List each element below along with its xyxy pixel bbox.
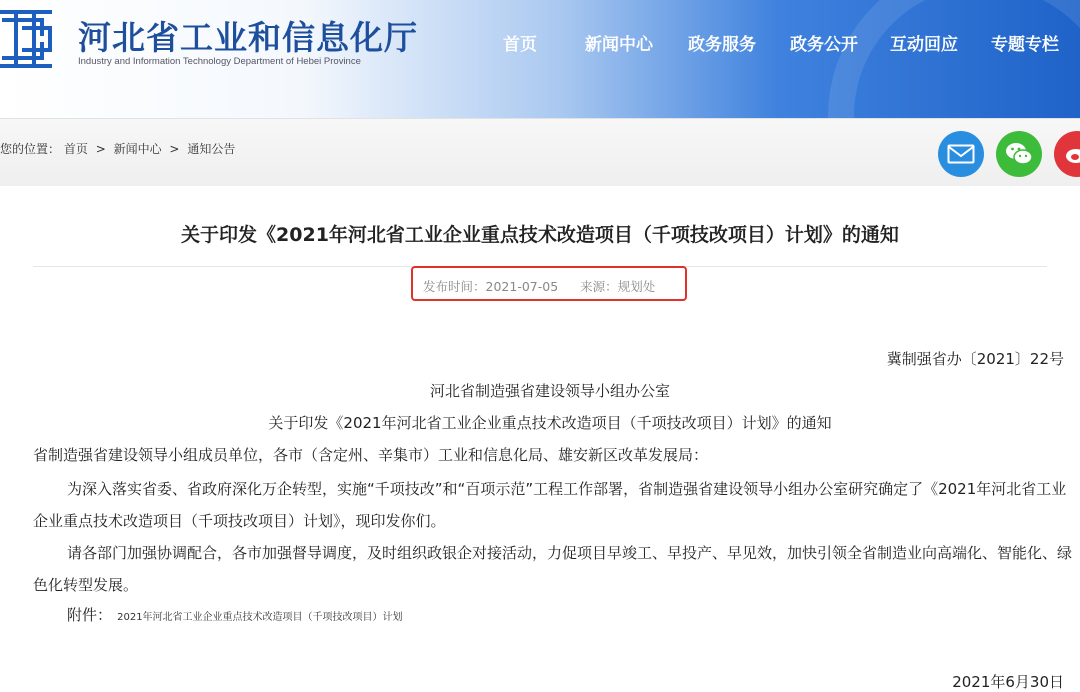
nav-item-disclosure[interactable]: 政务公开 [790,35,858,55]
share-mail-button[interactable] [938,131,984,177]
attachment-link[interactable]: 2021年河北省工业企业重点技术改造项目（千项技改项目）计划 [117,612,403,623]
publish-label: 发布时间： [423,279,486,294]
document-number: 冀制强省办〔2021〕22号 [886,350,1064,368]
nav-item-news[interactable]: 新闻中心 [585,35,653,55]
site-header [0,0,1080,118]
publish-date: 2021-07-05 [485,279,559,294]
issuer: 河北省制造强省建设领导小组办公室 [429,382,670,400]
breadcrumb-notices[interactable]: 通知公告 [187,142,236,156]
article-title: 关于印发《2021年河北省工业企业重点技术改造项目（千项技改项目）计划》的通知 [181,224,899,246]
share-wechat-button[interactable] [996,131,1042,177]
mail-icon [947,144,975,164]
document-subtitle: 关于印发《2021年河北省工业企业重点技术改造项目（千项技改项目）计划》的通知 [268,414,832,432]
document-date: 2021年6月30日 [952,673,1064,691]
attachment-label: 附件： [67,606,113,624]
attachment [67,604,403,625]
department-logo-icon[interactable] [0,6,62,72]
breadcrumb [0,140,235,157]
weibo-icon [1064,143,1080,165]
wechat-icon [1004,141,1034,167]
nav-item-topics[interactable]: 专题专栏 [991,35,1059,55]
breadcrumb-separator: > [169,142,180,156]
salutation: 省制造强省建设领导小组成员单位，各市（含定州、辛集市）工业和信息化局、雄安新区改革发展局： [33,446,709,464]
nav-item-interaction[interactable]: 互动回应 [890,35,958,55]
body-paragraph: 请各部门加强协调配合，各市加强督导调度，及时组织政银企对接活动，力促项目早竣工、早投产、早见效，加快引领全省制造业向高端化、智能化、绿色化转型发展。 [33,544,1073,594]
breadcrumb-prefix: 您的位置： [0,142,61,156]
body-paragraph: 为深入落实省委、省政府深化万企转型，实施“千项技改”和“百项示范”工程工作部署，省制造强省建设领导小组办公室研究确定了《2021年河北省工业企业重点技术改造项目（千项技改项目）计划》，现印发你们。 [33,480,1067,530]
breadcrumb-news[interactable]: 新闻中心 [113,142,162,156]
share-weibo-button[interactable] [1054,131,1080,177]
nav-item-home[interactable]: 首页 [503,35,537,55]
breadcrumb-home[interactable]: 首页 [63,142,88,156]
source-value: 规划处 [617,279,656,294]
article-meta [423,277,655,295]
nav-item-services[interactable]: 政务服务 [688,35,756,55]
site-title[interactable]: 河北省工业和信息化厅 [78,18,418,57]
breadcrumb-bar [0,118,1080,186]
breadcrumb-separator: > [95,142,106,156]
meta-highlight-box [411,266,687,301]
site-subtitle: Industry and Information Technology Department of Hebei Province [78,56,361,67]
source-label: 来源： [580,279,618,294]
